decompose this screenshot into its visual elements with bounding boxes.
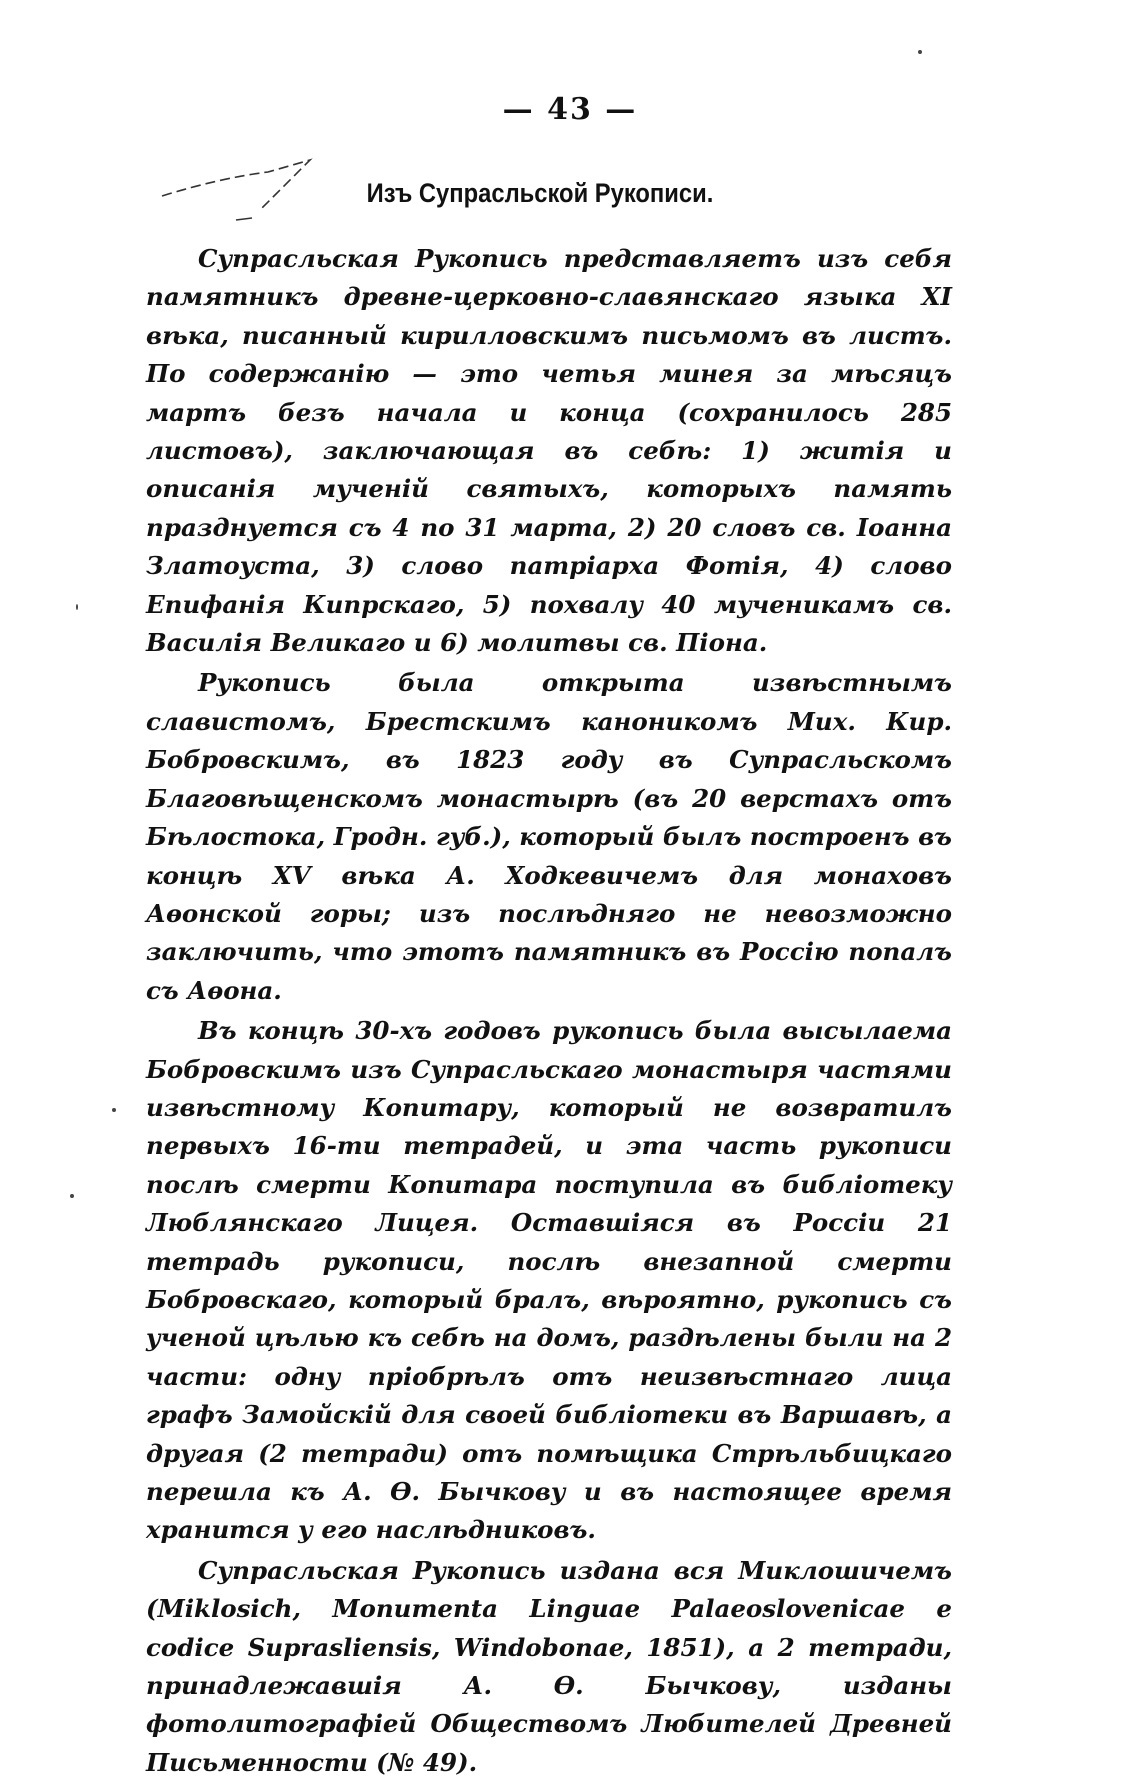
speck	[112, 1108, 116, 1112]
paragraph-1: Супрасльская Рукопись представляетъ изъ себя памятникъ древне-церковно-славянскаго языка XI вѣка, писанный кирилловскимъ письмомъ въ листъ. По содержанію — это четья минея за мѣсяцъ мартъ безъ начала и конца (сохранилось 285 листовъ), заключающая въ себѣ: 1) житія и описанія мученій святыхъ, которыхъ память празднуется съ 4 по 31 марта, 2) 20 словъ св. Іоанна Златоуста, 3) слово патріарха Фотія, 4) слово Епифанія Кипрскаго, 5) похвалу 40 мученикамъ св. Василія Великаго и 6) молитвы св. Піона.	[146, 244, 952, 658]
page-number: — 43 —	[502, 92, 638, 127]
speck	[918, 50, 922, 54]
paragraph-4: Супрасльская Рукопись издана вся Миклошичемъ (Miklosich, Monumenta Linguae Palaeoslovenicae e codice Suprasliensis, Windobonae, 1851), а 2 тетради, принадлежавшія А. Ѳ. Бычкову, изданы фотолитографіей Обществомъ Любителей Древней Письменности (№ 49).	[146, 1555, 952, 1777]
speck	[70, 1194, 74, 1198]
section-title: Изъ Супрасльской Рукописи.	[366, 178, 714, 208]
speck	[76, 604, 78, 610]
paragraph-2: Рукопись была открыта извѣстнымъ славистомъ, Брестскимъ каноникомъ Мих. Кир. Бобровскимъ, въ 1823 году въ Супрасльскомъ Благовѣщенскомъ монастырѣ (въ 20 верстахъ отъ Бѣлостока, Гродн. губ.), который былъ построенъ въ концѣ XV вѣка А. Ходкевичемъ для монаховъ Аѳонской горы; изъ послѣдняго не невозможно заключить, что этотъ памятникъ въ Россію попалъ съ Аѳона.	[146, 668, 952, 1005]
paragraph-3: Въ концѣ 30-хъ годовъ рукопись была высылаема Бобровскимъ изъ Супрасльскаго монастыря частями извѣстному Копитару, который не возвратилъ первыхъ 16-ти тетрадей, и эта часть рукописи послѣ смерти Копитара поступила въ библіотеку Люблянскаго Лицея. Оставшіяся въ Россіи 21 тетрадь рукописи, послѣ внезапной смерти Бобровскаго, который бралъ, вѣроятно, рукопись съ ученой цѣлью къ себѣ на домъ, раздѣлены были на 2 части: одну пріобрѣлъ отъ неизвѣстнаго лица графъ Замойскій для своей библіотеки въ Варшавѣ, а другая (2 тетради) отъ помѣщика Стрѣльбицкаго перешла къ А. Ѳ. Бычкову и въ настоящее время хранится у его наслѣдниковъ.	[146, 1016, 952, 1545]
body-text	[146, 240, 952, 1784]
